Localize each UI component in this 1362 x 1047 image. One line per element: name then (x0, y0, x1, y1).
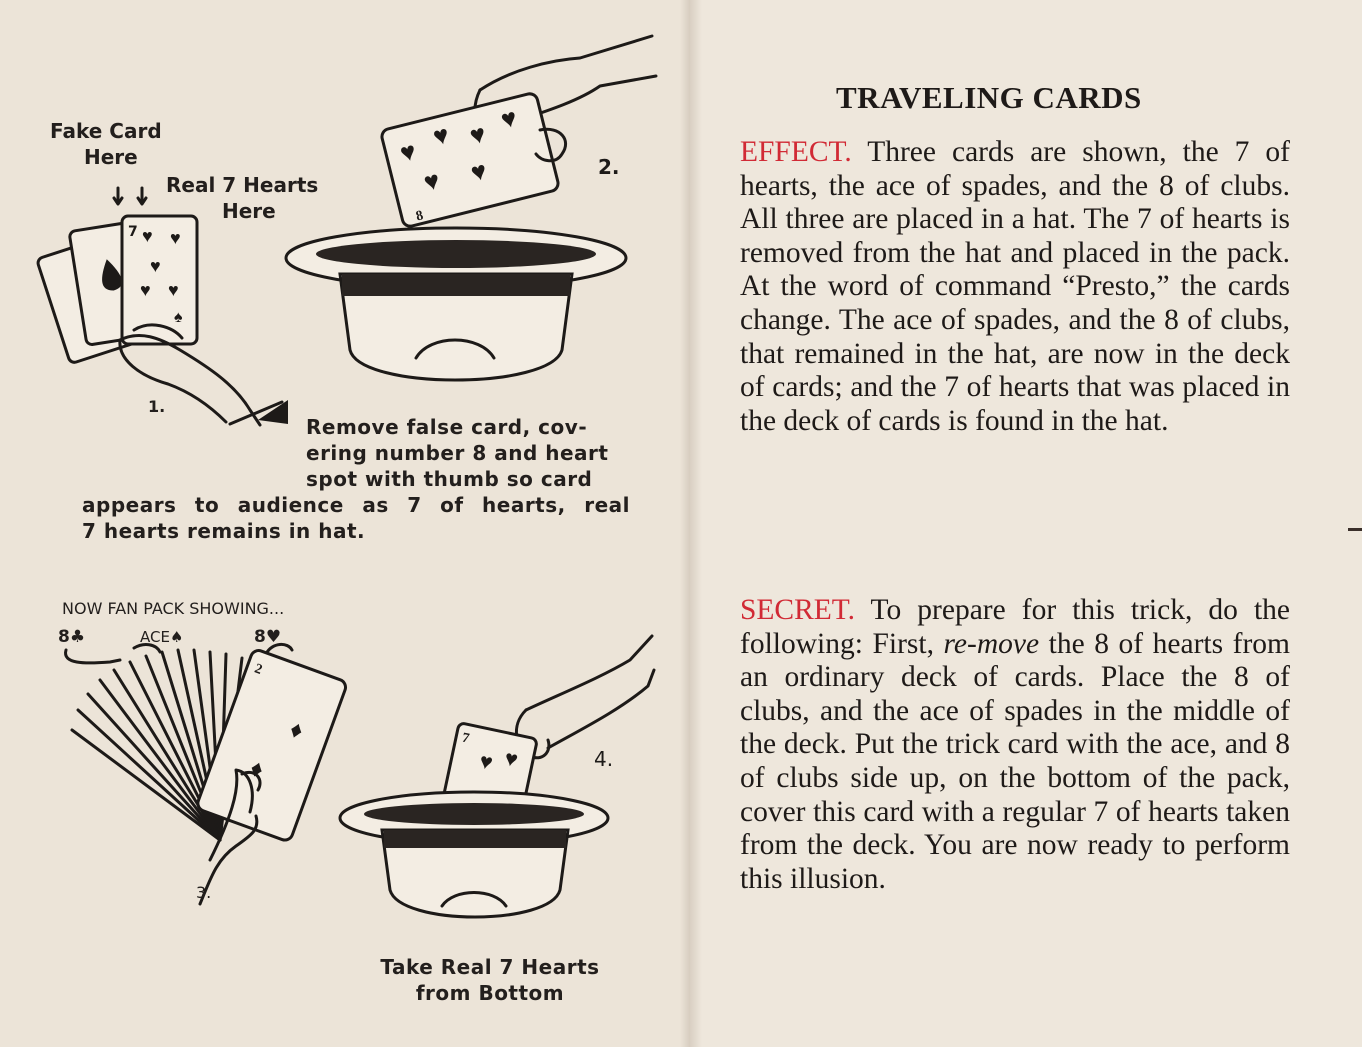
instruction-line-1: Remove false card, cov- (306, 415, 588, 439)
cuff-shadow (258, 400, 288, 424)
card-from-hat-illustration (330, 630, 660, 940)
pointer-8-clubs (66, 650, 120, 663)
instruction-block (306, 414, 608, 492)
svg-text:8: 8 (414, 208, 425, 225)
hat-band (342, 274, 570, 296)
pointer-8-hearts (266, 644, 292, 654)
svg-text:♥: ♥ (467, 155, 490, 188)
arrow-down-icon (138, 188, 146, 204)
svg-text:♥: ♥ (502, 745, 521, 773)
svg-text:♦: ♦ (286, 716, 307, 746)
arm-outline-bottom (548, 670, 654, 748)
label-real-7-line2: Here (222, 199, 276, 223)
step-2-number: 2. (598, 155, 620, 179)
svg-text:♥: ♥ (168, 280, 179, 300)
instruction-line-2: ering number 8 and heart (306, 441, 609, 465)
page-fold (680, 0, 702, 1047)
hat-opening (316, 240, 596, 268)
effect-paragraph (740, 136, 1290, 438)
eight-diamonds-card (196, 648, 348, 842)
label-fake-card-line1: Fake Card (50, 119, 162, 143)
svg-text:♥: ♥ (397, 136, 420, 169)
take-real-caption (368, 954, 612, 1006)
hand-palm (120, 340, 226, 422)
label-real-7-line1: Real 7 Hearts (166, 173, 319, 197)
fanned-pack-illustration (60, 640, 360, 910)
arrow-down-icon (114, 188, 122, 204)
label-ace-spades: ACE♠ (140, 628, 184, 646)
svg-text:♥: ♥ (466, 118, 489, 151)
svg-text:♠: ♠ (174, 309, 183, 326)
page-edge-mark (1348, 528, 1362, 531)
instruction-line-3: spot with thumb so card (306, 467, 593, 491)
label-fake-card (50, 118, 162, 170)
secret-text-after: the 8 of hearts from an ordinary deck of cards. Place the 8 of clubs, and the ace of spades in the middle of the deck. Put the trick card with the ace, and 8 of clubs side up, on the bottom of the pack, cover this card with a regular 7 of hearts taken from the deck. You are now ready to perform this illusion. (740, 627, 1290, 895)
label-fake-card-line2: Here (84, 145, 138, 169)
step-1-number: 1. (148, 397, 166, 416)
step-3-number: 3. (196, 883, 212, 902)
svg-text:♥: ♥ (477, 747, 496, 776)
secret-text-before: To prepare for this trick, do the following: First, (740, 594, 1290, 660)
svg-text:2: 2 (252, 661, 265, 678)
label-8-hearts: 8♥ (254, 627, 282, 647)
effect-label: EFFECT. (740, 136, 852, 168)
hand-outline (120, 335, 260, 425)
fan-pack-heading: NOW FAN PACK SHOWING... (62, 599, 285, 618)
svg-text:♥: ♥ (430, 119, 452, 152)
svg-text:7: 7 (460, 730, 471, 747)
hat-band (384, 830, 566, 848)
label-8-clubs: 8♣ (58, 627, 86, 647)
take-real-caption-line1: Take Real 7 Hearts (380, 955, 600, 979)
svg-text:♦: ♦ (246, 755, 267, 784)
svg-text:♥: ♥ (497, 102, 520, 135)
instruction-line-4: appears to audience as 7 of hearts, real (82, 493, 630, 517)
secret-label: SECRET. (740, 594, 856, 626)
page-title: TRAVELING CARDS (836, 80, 1142, 115)
take-real-caption-line2: from Bottom (415, 981, 565, 1005)
svg-text:♥: ♥ (150, 256, 161, 276)
svg-text:♥: ♥ (420, 165, 443, 198)
instruction-line-5: 7 hearts remains in hat. (82, 519, 366, 543)
effect-text: Three cards are shown, the 7 of hearts, the ace of spades, and the 8 of clubs. All three are placed in a hat. The 7 of hearts is removed from the hat and placed in the pack. At the word of command “Presto,” the cards change. The ace of spades, and the 8 of clubs, that remained in the hat, are now in the deck of cards; and the 7 of hearts that was placed in the deck of cards is found in the hat. (740, 136, 1290, 437)
hat-opening (364, 803, 584, 825)
svg-text:♥: ♥ (142, 226, 153, 246)
card-into-hat-illustration (280, 30, 660, 400)
svg-text:7: 7 (128, 224, 138, 240)
secret-paragraph (740, 594, 1290, 896)
secret-emphasis: re-move (943, 627, 1040, 660)
svg-text:♥: ♥ (170, 228, 181, 248)
step-4-number: 4. (594, 747, 614, 771)
svg-text:♥: ♥ (140, 280, 151, 300)
pointer-ace (134, 645, 160, 652)
hand-with-cards-illustration (50, 180, 290, 440)
